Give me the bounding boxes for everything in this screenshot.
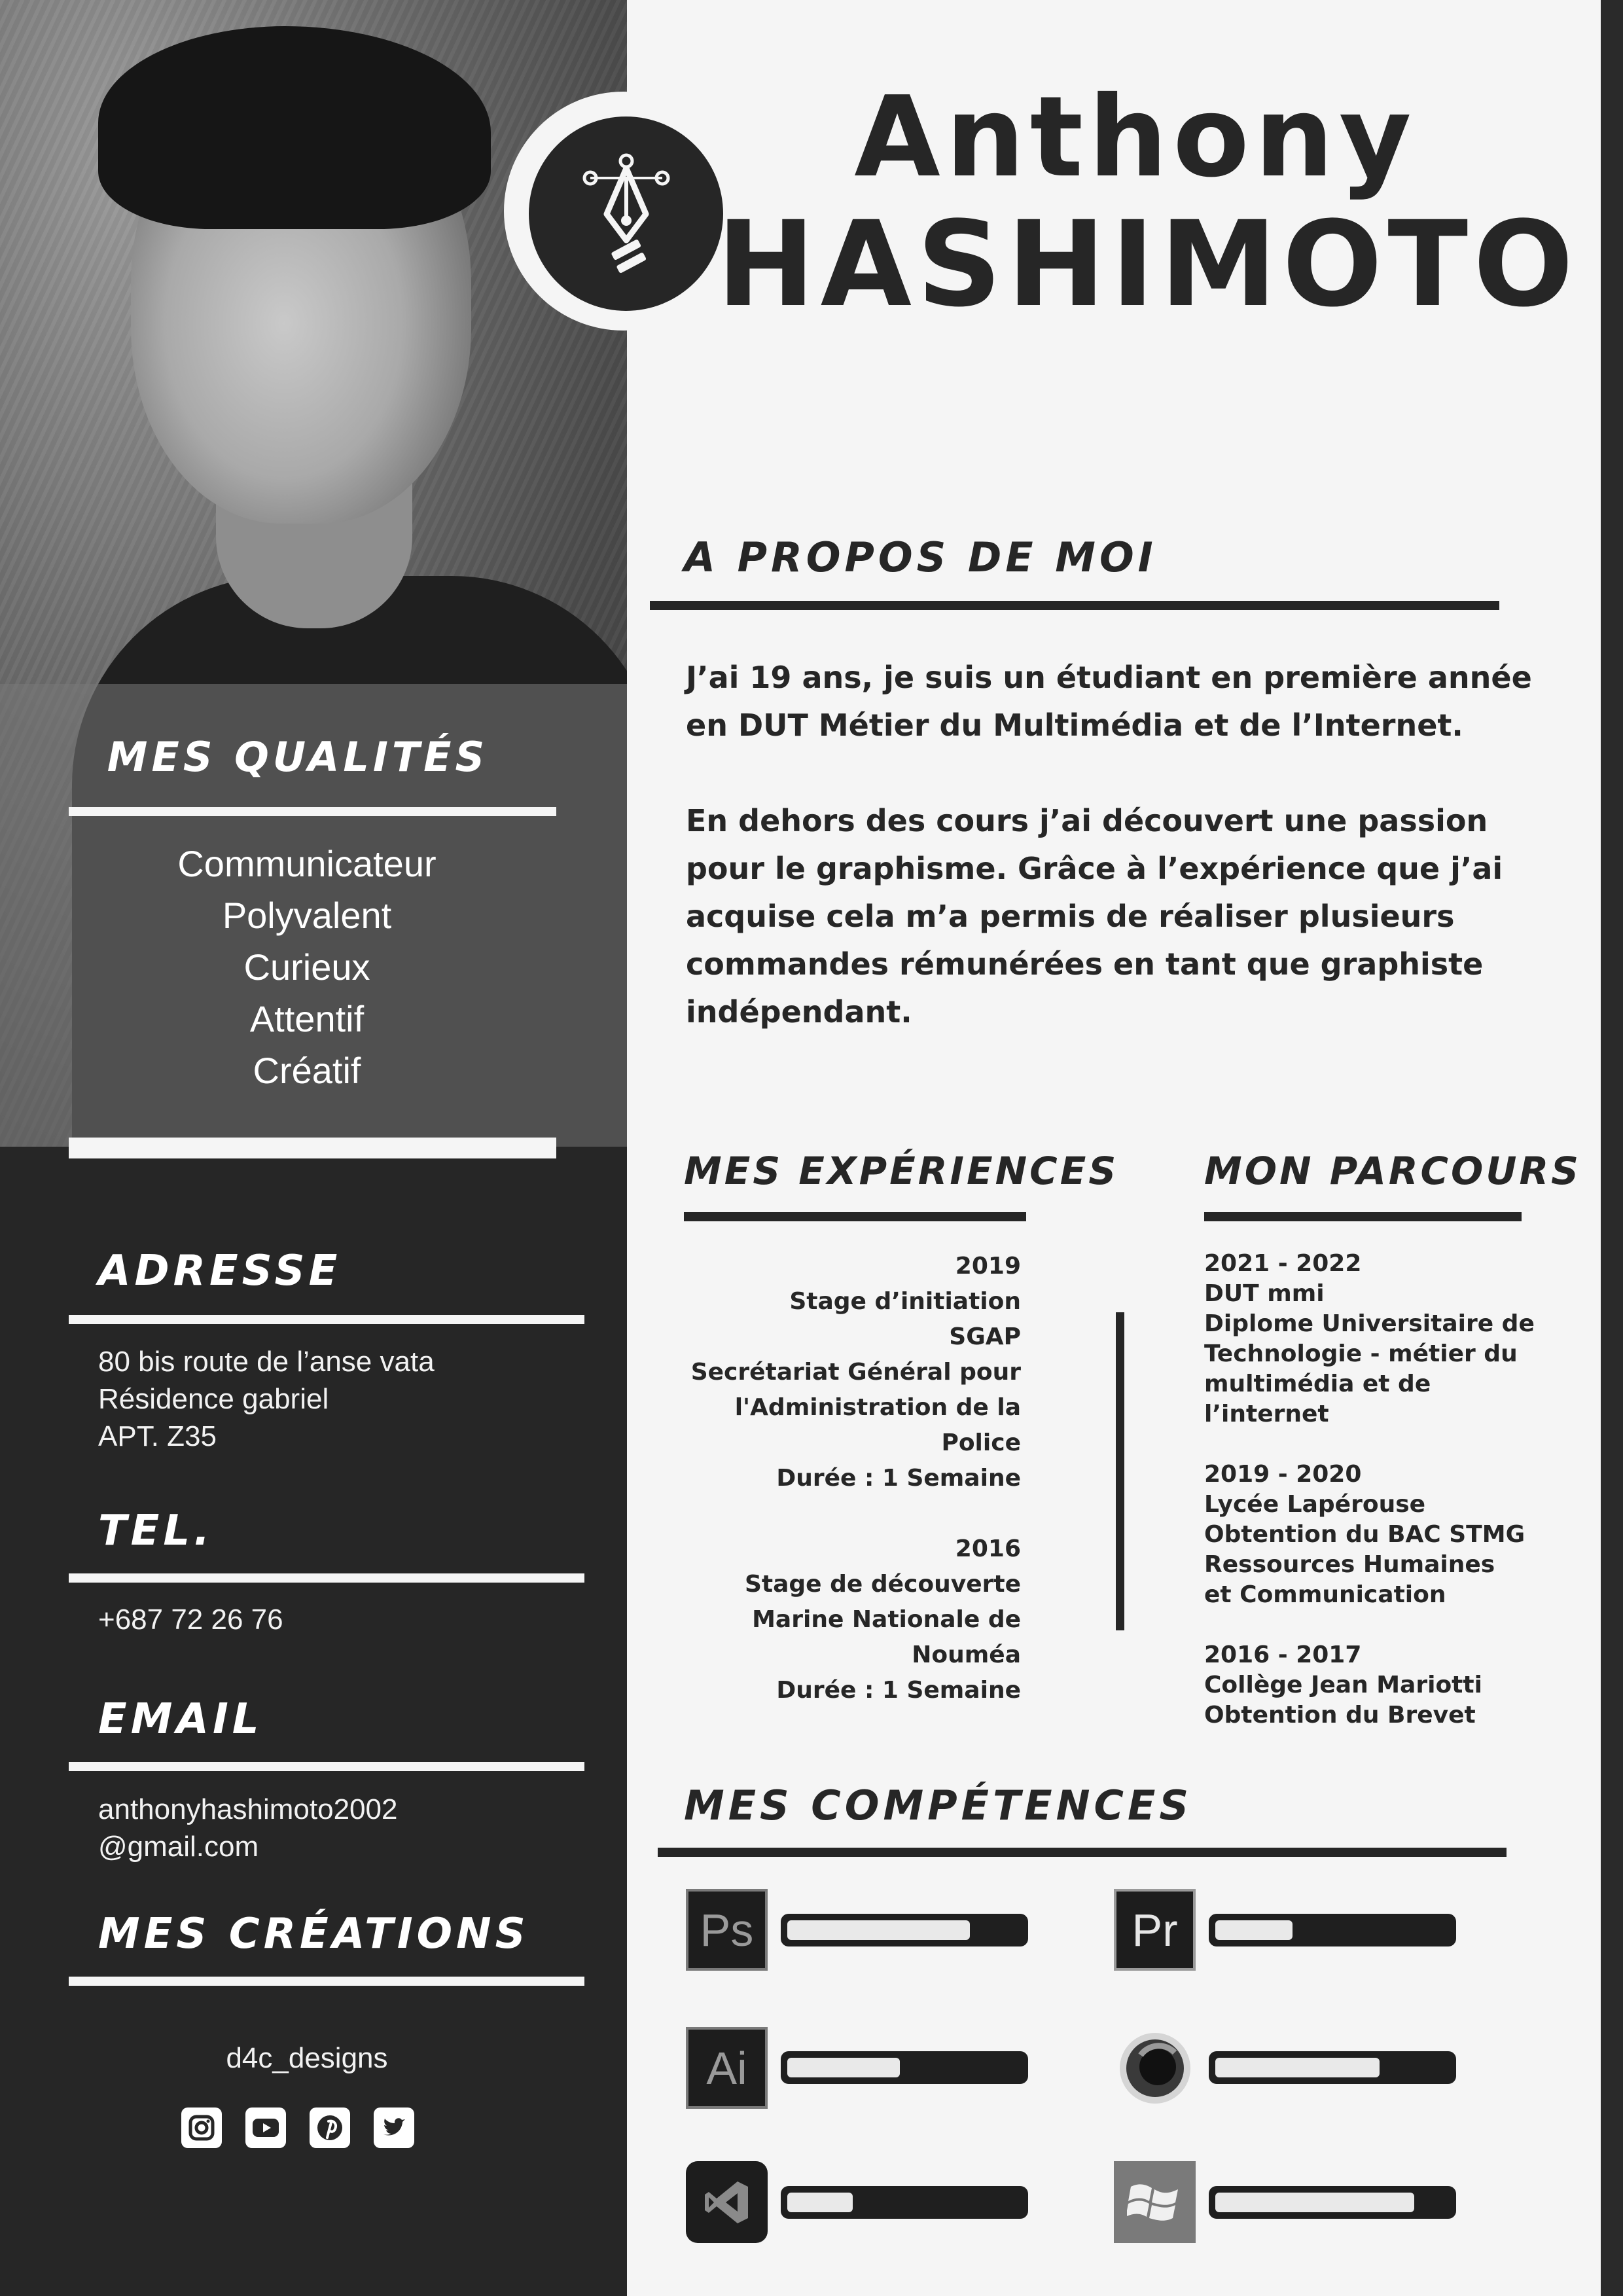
experience-item: 2016 Stage de découverte Marine Nationale de Nouméa Durée : 1 Semaine [744,1535,1021,1704]
creations-title: MES CRÉATIONS [98,1910,529,1958]
instagram-icon[interactable] [181,2108,222,2148]
about-text: J’ai 19 ans, je suis un étudiant en première année en DUT Métier du Multimédia et de l’Internet. En dehors des cours j’ai découvert une passion pour le graphisme. Grâce à l’expérience que j’ai acquise cela m’a permis de réaliser plusieurs commandes rémunérées en tant que graphiste indépendant. [686,660,1532,1030]
skill-bar-windows [1209,2186,1456,2219]
quality-item: Créatif [253,1050,361,1091]
competences-title: MES COMPÉTENCES [684,1782,1193,1829]
phone-number: +687 72 26 76 [98,1604,283,1636]
email-title: EMAIL [98,1695,263,1744]
qualities-list [69,838,545,1096]
timeline-divider [1116,1312,1124,1630]
address-divider [69,1315,584,1324]
about-divider [650,601,1499,610]
experiences-title: MES EXPÉRIENCES [684,1149,1119,1193]
youtube-icon[interactable] [245,2108,286,2148]
skill-bar-cinema4d [1209,2051,1456,2084]
qualities-bottom-bar [69,1138,556,1158]
competences-divider [658,1848,1507,1857]
qualities-divider [69,807,556,816]
address-title: ADRESSE [98,1247,342,1295]
parcours-list [1204,1249,1558,1731]
cinema4d-icon [1114,2027,1196,2109]
visual-studio-icon [686,2161,768,2243]
phone-divider [69,1573,584,1583]
pen-tool-icon [529,117,723,311]
premiere-icon: Pr [1114,1889,1196,1971]
email-address[interactable]: anthonyhashimoto2002 @gmail.com [98,1793,398,1863]
quality-item: Curieux [243,946,370,988]
creations-divider [69,1977,584,1986]
quality-item: Attentif [249,998,365,1039]
twitter-icon[interactable] [374,2108,414,2148]
qualities-title: MES QUALITÉS [107,733,489,781]
parcours-item: 2016 - 2017 Collège Jean Mariotti Obtention du Brevet [1204,1641,1482,1729]
phone-title: TEL. [98,1507,214,1555]
social-links [181,2108,414,2148]
skill-bar-photoshop [781,1914,1028,1946]
quality-item: Polyvalent [222,895,392,936]
experience-item: 2019 Stage d’initiation SGAP Secrétariat Général pour l'Administration de la Police Durée : 1 Semaine [690,1253,1021,1492]
illustrator-icon: Ai [686,2027,768,2109]
windows-icon [1114,2161,1196,2243]
parcours-item: 2019 - 2020 Lycée Lapérouse Obtention du BAC STMG Ressources Humaines et Communication [1204,1461,1525,1608]
skill-bar-illustrator [781,2051,1028,2084]
creations-handle[interactable]: d4c_designs [226,2042,388,2074]
parcours-item: 2021 - 2022 DUT mmi Diplome Universitaire de Technologie - métier du multimédia et de l’internet [1204,1250,1535,1427]
skill-bar-visual-studio [781,2186,1028,2219]
left-sidebar [0,0,627,2296]
about-title: A PROPOS DE MOI [684,533,1157,581]
last-name: HASHIMOTO [717,196,1579,333]
first-name: Anthony [854,73,1417,202]
parcours-divider [1204,1212,1522,1221]
email-divider [69,1762,584,1771]
experiences-list [686,1249,1021,1708]
skill-bar-premiere [1209,1914,1456,1946]
address-text: 80 bis route de l’anse vata Résidence gabriel APT. Z35 [98,1346,435,1452]
pinterest-icon[interactable] [310,2108,350,2148]
photoshop-icon: Ps [686,1889,768,1971]
experiences-divider [684,1212,1026,1221]
quality-item: Communicateur [177,843,437,884]
parcours-title: MON PARCOURS [1204,1149,1581,1193]
